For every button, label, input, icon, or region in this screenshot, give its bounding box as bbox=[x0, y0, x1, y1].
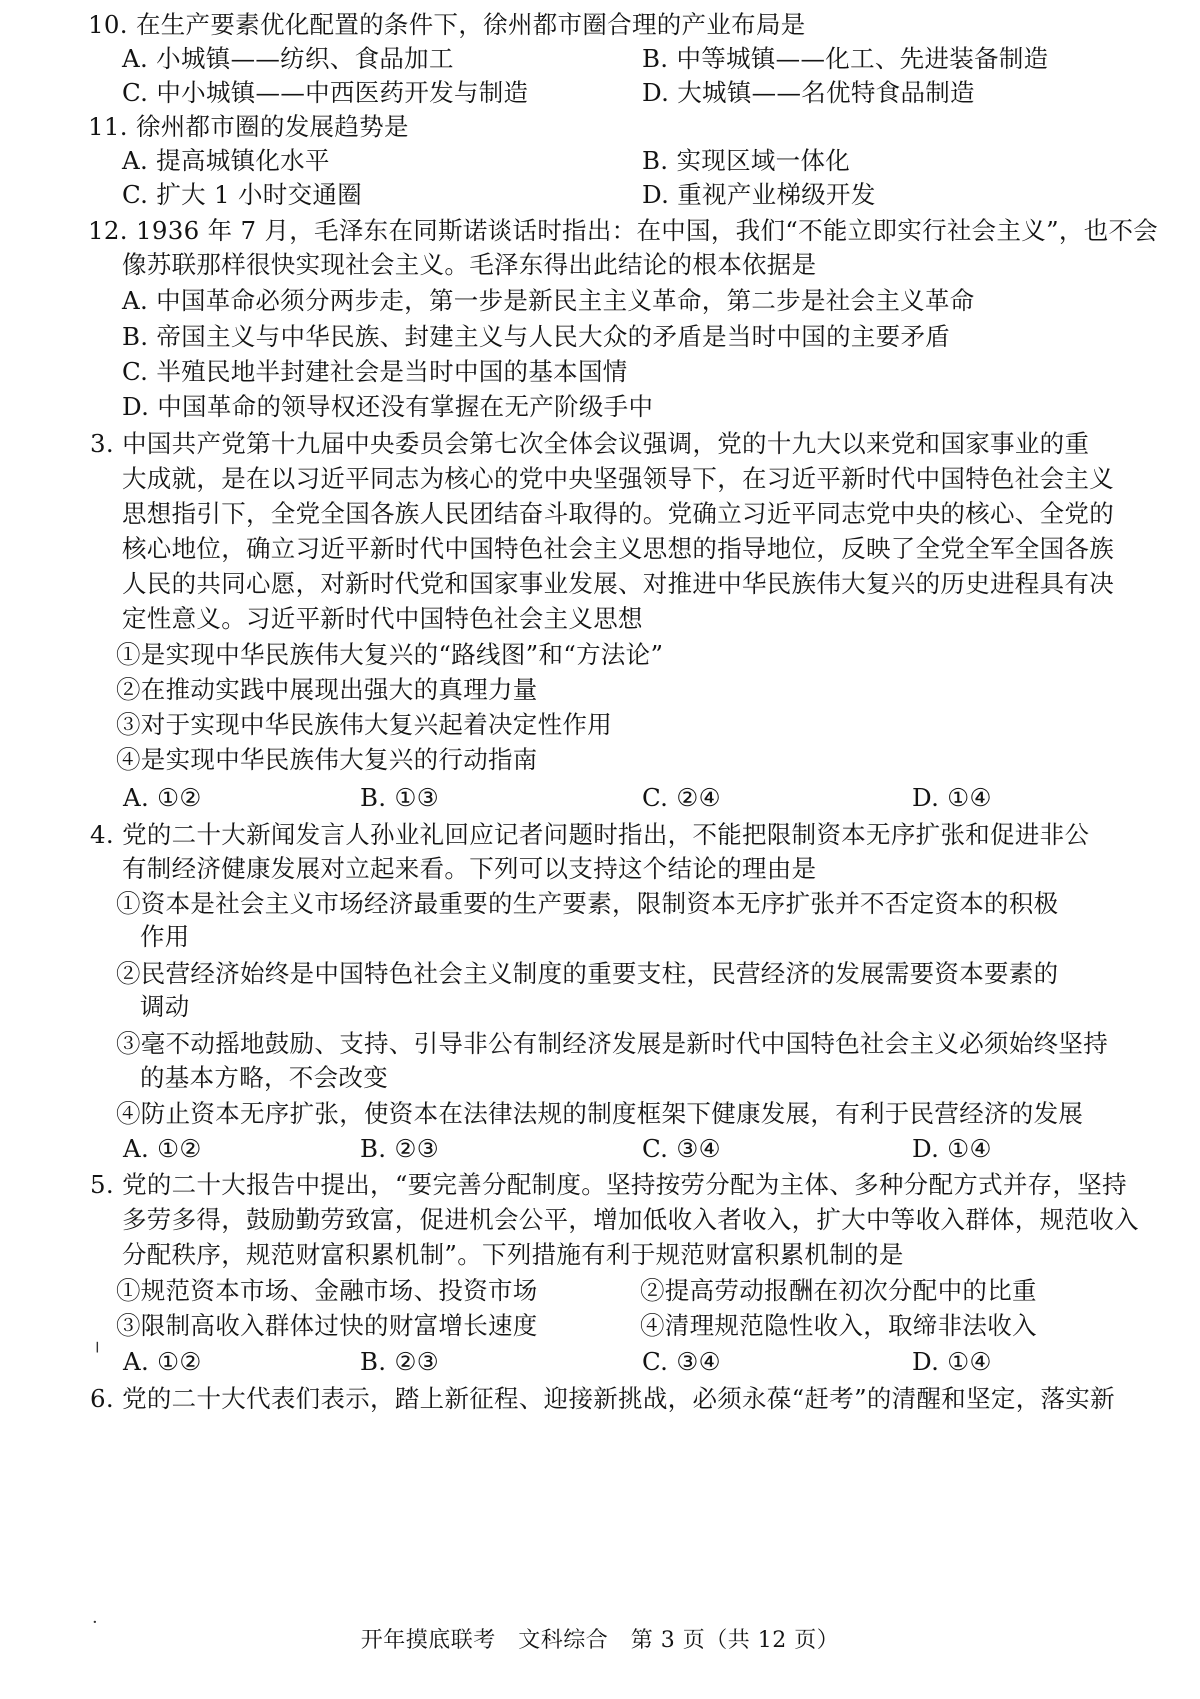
q10-option-d: D. 大城镇——名优特食品制造 bbox=[642, 78, 975, 107]
q13-stem-line-2: 大成就，是在以习近平同志为核心的党中央坚强领导下，在习近平新时代中国特色社会主义 bbox=[122, 464, 1114, 493]
q14-choice-b: B. ②③ bbox=[360, 1134, 440, 1163]
q14-stem-line-1: 4. 党的二十大新闻发言人孙业礼回应记者问题时指出，不能把限制资本无序扩张和促进非公 bbox=[90, 820, 1090, 849]
q13-statement-1: ①是实现中华民族伟大复兴的“路线图”和“方法论” bbox=[116, 640, 664, 669]
q10-stem: 10. 在生产要素优化配置的条件下，徐州都市圈合理的产业布局是 bbox=[88, 10, 806, 39]
q13-statement-2: ②在推动实践中展现出强大的真理力量 bbox=[116, 675, 538, 704]
q14-statement-3-line-2: 的基本方略，不会改变 bbox=[140, 1063, 388, 1092]
q11-stem: 11. 徐州都市圈的发展趋势是 bbox=[88, 112, 409, 141]
q14-statement-2-line-2: 调动 bbox=[140, 992, 190, 1021]
q15-choice-b: B. ②③ bbox=[360, 1347, 440, 1376]
q15-stem-line-2: 多劳多得，鼓励勤劳致富，促进机会公平，增加低收入者收入，扩大中等收入群体，规范收入 bbox=[122, 1205, 1139, 1234]
q14-choice-a: A. ①② bbox=[123, 1134, 202, 1163]
scan-mark: ╷ bbox=[92, 1332, 103, 1353]
q15-choice-c: C. ③④ bbox=[642, 1347, 721, 1376]
q15-statement-4: ④清理规范隐性收入，取缔非法收入 bbox=[640, 1311, 1037, 1340]
q12-stem-line-2: 像苏联那样很快实现社会主义。毛泽东得出此结论的根本依据是 bbox=[122, 250, 817, 279]
q14-choice-c: C. ③④ bbox=[642, 1134, 721, 1163]
q12-option-c: C. 半殖民地半封建社会是当时中国的基本国情 bbox=[122, 357, 628, 386]
q16-stem-line-1: 6. 党的二十大代表们表示，踏上新征程、迎接新挑战，必须永葆“赶考”的清醒和坚定，落实新 bbox=[90, 1384, 1115, 1413]
q15-stem-line-3: 分配秩序，规范财富积累机制”。下列措施有利于规范财富积累机制的是 bbox=[122, 1240, 904, 1269]
q13-stem-line-3: 思想指引下，全党全国各族人民团结奋斗取得的。党确立习近平同志党中央的核心、全党的 bbox=[122, 499, 1114, 528]
q12-stem-line-1: 12. 1936 年 7 月，毛泽东在同斯诺谈话时指出：在中国，我们“不能立即实行社会主义”，也不会 bbox=[88, 216, 1159, 245]
q11-option-a: A. 提高城镇化水平 bbox=[122, 146, 330, 175]
q12-option-b: B. 帝国主义与中华民族、封建主义与人民大众的矛盾是当时中国的主要矛盾 bbox=[122, 322, 951, 351]
q11-option-c: C. 扩大 1 小时交通圈 bbox=[122, 180, 363, 209]
q14-statement-2-line-1: ②民营经济始终是中国特色社会主义制度的重要支柱，民营经济的发展需要资本要素的 bbox=[116, 959, 1059, 988]
q15-stem-line-1: 5. 党的二十大报告中提出，“要完善分配制度。坚持按劳分配为主体、多种分配方式并存，坚持 bbox=[90, 1170, 1127, 1199]
q13-stem-line-1: 3. 中国共产党第十九届中央委员会第七次全体会议强调，党的十九大以来党和国家事业的重 bbox=[90, 429, 1090, 458]
q14-statement-1-line-1: ①资本是社会主义市场经济最重要的生产要素，限制资本无序扩张并不否定资本的积极 bbox=[116, 889, 1059, 918]
q14-stem-line-2: 有制经济健康发展对立起来看。下列可以支持这个结论的理由是 bbox=[122, 854, 817, 883]
page-footer: 开年摸底联考 文科综合 第 3 页（共 12 页） bbox=[360, 1628, 840, 1653]
q13-choice-a: A. ①② bbox=[123, 783, 202, 812]
q14-statement-4: ④防止资本无序扩张，使资本在法律法规的制度框架下健康发展，有利于民营经济的发展 bbox=[116, 1099, 1084, 1128]
q11-option-b: B. 实现区域一体化 bbox=[642, 146, 851, 175]
q13-stem-line-4: 核心地位，确立习近平新时代中国特色社会主义思想的指导地位，反映了全党全军全国各族 bbox=[122, 534, 1114, 563]
q15-statement-2: ②提高劳动报酬在初次分配中的比重 bbox=[640, 1276, 1037, 1305]
q13-statement-3: ③对于实现中华民族伟大复兴起着决定性作用 bbox=[116, 710, 612, 739]
q14-statement-1-line-2: 作用 bbox=[140, 922, 190, 951]
q10-option-c: C. 中小城镇——中西医药开发与制造 bbox=[122, 78, 529, 107]
q13-stem-line-5: 人民的共同心愿，对新时代党和国家事业发展、对推进中华民族伟大复兴的历史进程具有决 bbox=[122, 569, 1114, 598]
q12-option-a: A. 中国革命必须分两步走，第一步是新民主主义革命，第二步是社会主义革命 bbox=[122, 286, 975, 315]
q14-choice-d: D. ①④ bbox=[912, 1134, 992, 1163]
q15-choice-d: D. ①④ bbox=[912, 1347, 992, 1376]
q13-choice-d: D. ①④ bbox=[912, 783, 992, 812]
q15-choice-a: A. ①② bbox=[123, 1347, 202, 1376]
q11-option-d: D. 重视产业梯级开发 bbox=[642, 180, 876, 209]
scan-mark: · bbox=[92, 1612, 98, 1633]
q13-choice-b: B. ①③ bbox=[360, 783, 440, 812]
q13-choice-c: C. ②④ bbox=[642, 783, 721, 812]
q10-option-a: A. 小城镇——纺织、食品加工 bbox=[122, 44, 454, 73]
q13-statement-4: ④是实现中华民族伟大复兴的行动指南 bbox=[116, 745, 538, 774]
q15-statement-1: ①规范资本市场、金融市场、投资市场 bbox=[116, 1276, 538, 1305]
q12-option-d: D. 中国革命的领导权还没有掌握在无产阶级手中 bbox=[122, 392, 654, 421]
q13-stem-line-6: 定性意义。习近平新时代中国特色社会主义思想 bbox=[122, 604, 643, 633]
q14-statement-3-line-1: ③毫不动摇地鼓励、支持、引导非公有制经济发展是新时代中国特色社会主义必须始终坚持 bbox=[116, 1029, 1108, 1058]
q15-statement-3: ③限制高收入群体过快的财富增长速度 bbox=[116, 1311, 538, 1340]
q10-option-b: B. 中等城镇——化工、先进装备制造 bbox=[642, 44, 1049, 73]
